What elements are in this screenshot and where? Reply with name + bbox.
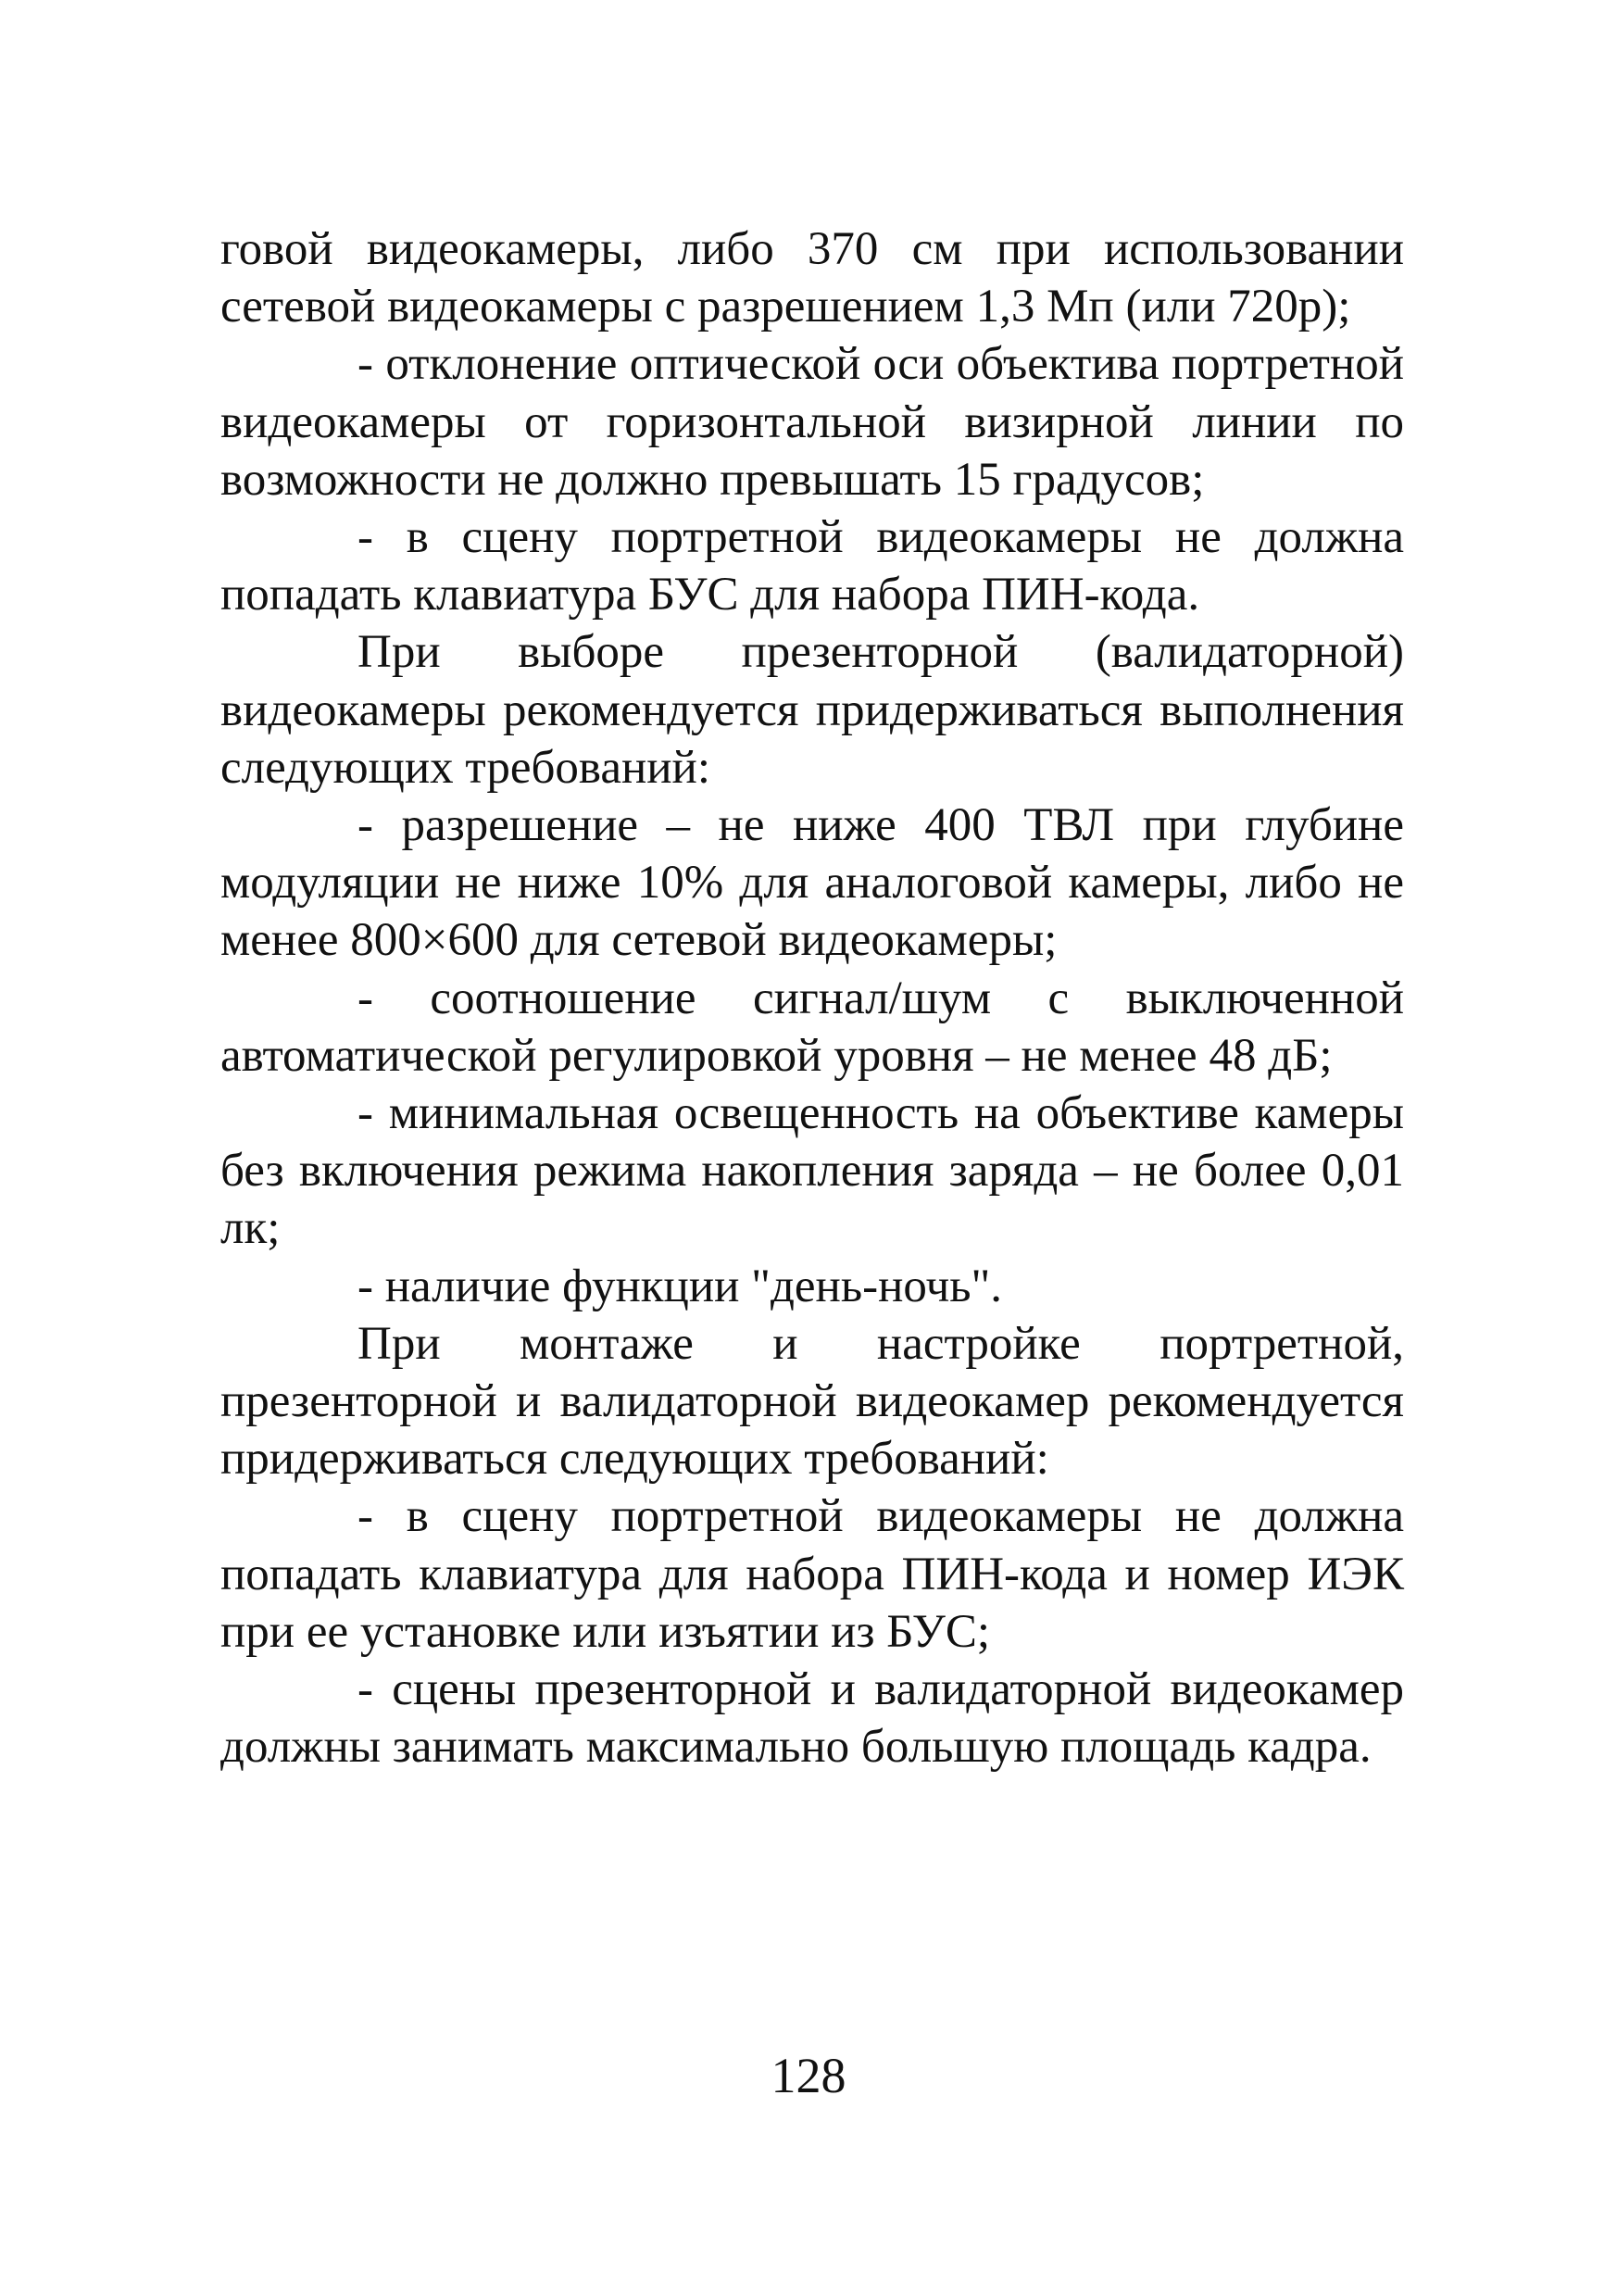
list-item-lens-axis: - отклонение оптической оси объектива портретной видеокамеры от горизонтальной визирной линии по возможности не должно превышать 15 градусов; (220, 338, 1404, 506)
paragraph-mounting: При монтаже и настройке портретной, презенторной и валидаторной видеокамер рекомендуется придерживаться следующих требований: (220, 1317, 1404, 1486)
list-item-frame-area: - сцены презенторной и валидаторной видеокамер должны занимать максимально большую площадь кадра. (220, 1663, 1404, 1774)
paragraph-presenter-camera: При выборе презенторной (валидаторной) видеокамеры рекомендуется придерживаться выполнения следующих требований: (220, 626, 1404, 794)
page-body (220, 220, 1404, 1775)
paragraph-continuation: говой видеокамеры, либо 370 см при использовании сетевой видеокамеры с разрешением 1,3 Мп (или 720р); (220, 223, 1404, 333)
list-item-keyboard-scene: - в сцену портретной видеокамеры не должна попадать клавиатура БУС для набора ПИН-кода. (220, 511, 1404, 621)
list-item-snr: - соотношение сигнал/шум с выключенной автоматической регулировкой уровня – не менее 48 дБ; (220, 972, 1404, 1082)
page-number: 128 (771, 2048, 846, 2103)
list-item-day-night: - наличие функции "день-ночь". (357, 1260, 1003, 1312)
list-item-pin-keyboard: - в сцену портретной видеокамеры не должна попадать клавиатура для набора ПИН-кода и номер ИЭК при ее установке или изъятии из БУС; (220, 1490, 1404, 1658)
list-item-illumination: - минимальная освещенность на объективе камеры без включения режима накопления заряда – не более 0,01 лк; (220, 1087, 1404, 1255)
list-item-resolution: - разрешение – не ниже 400 ТВЛ при глубине модуляции не ниже 10% для аналоговой камеры, либо не менее 800×600 для сетевой видеокамеры; (220, 799, 1404, 967)
